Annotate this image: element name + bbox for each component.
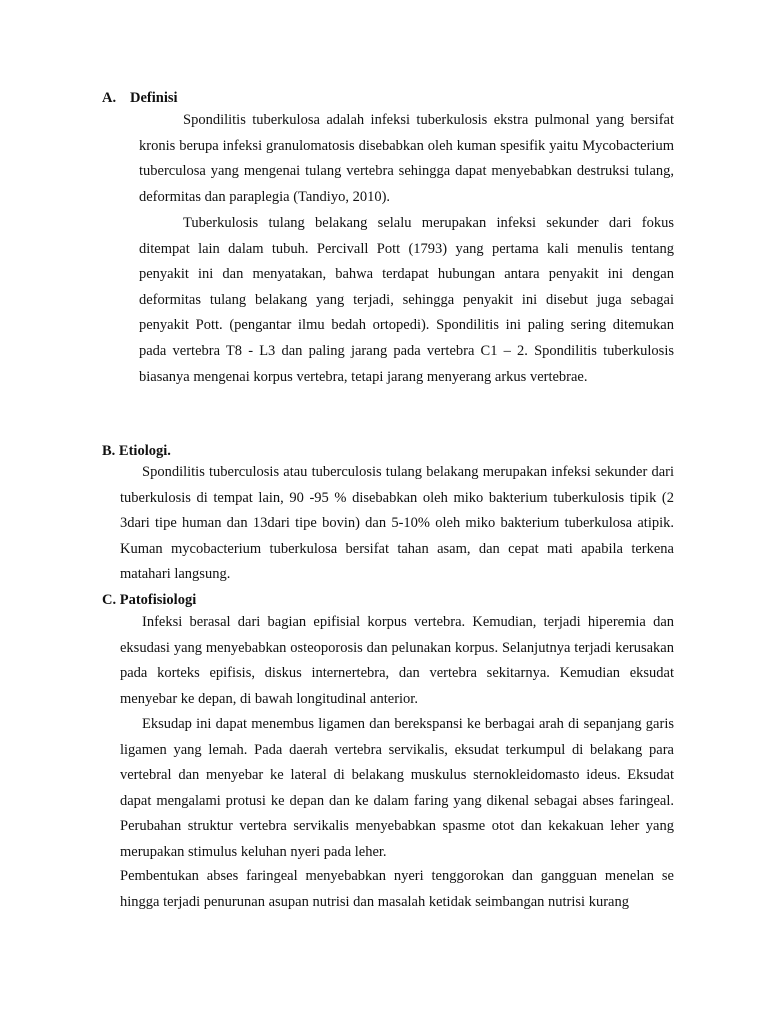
section-a-paragraph-1: Spondilitis tuberkulosa adalah infeksi tuberkulosis ekstra pulmonal yang bersifat kronis berupa infeksi granulomatosis disebabkan oleh kuman spesifik yaitu Mycobacterium tuberculosa yang mengenai tulang vertebra sehingga dapat menyebabkan destruksi tulang, deformitas dan paraplegia (Tandiyo, 2010). [139,112,674,205]
section-b-heading: B. Etiologi. [102,443,171,459]
section-b-paragraph-1: Spondilitis tuberculosis atau tuberculosis tulang belakang merupakan infeksi sekunder dari tuberkulosis di tempat lain, 90 -95 % disebabkan oleh miko bakterium tuberkulosis tipik (2 3dari tipe human dan 13dari tipe bovin) dan 5-10% oleh miko bakterium tuberkulosa atipik. Kuman mycobacterium tuberkulosa bersifat tahan asam, dan cepat mati apabila terkena matahari langsung. [120,464,674,583]
section-a-heading [102,88,178,108]
section-a-paragraph-2: Tuberkulosis tulang belakang selalu merupakan infeksi sekunder dari fokus ditempat lain dalam tubuh. Percivall Pott (1793) yang pertama kali menulis tentang penyakit ini dan menyatakan, bahwa terdapat hubungan antara penyakit ini dengan deformitas tulang belakang yang terjadi, sehingga penyakit ini disebut juga sebagai penyakit Pott. (pengantar ilmu bedah ortopedi). Spondilitis ini paling sering ditemukan pada vertebra T8 - L3 dan paling jarang pada vertebra C1 – 2. Spondilitis tuberkulosis biasanya mengenai korpus vertebra, tetapi jarang menyerang arkus vertebrae. [139,215,674,385]
section-c-paragraph-1: Infeksi berasal dari bagian epifisial korpus vertebra. Kemudian, terjadi hiperemia dan eksudasi yang menyebabkan osteoporosis dan pelunakan korpus. Selanjutnya terjadi kerusakan pada korteks epifisis, diskus internertebra, dan vertebra sekitarnya. Kemudian eksudat menyebar ke depan, di bawah longitudinal anterior. [120,614,674,707]
section-c-heading: C. Patofisiologi [102,592,197,608]
section-c-paragraph-2: Eksudap ini dapat menembus ligamen dan berekspansi ke berbagai arah di sepanjang garis ligamen yang lemah. Pada daerah vertebra servikalis, eksudat terkumpul di belakang para vertebral dan menyebar ke lateral di belakang muskulus sternokleidomasto ideus. Eksudat dapat mengalami protusi ke depan dan ke dalam faring yang dikenal sebagai abses faringeal. Perubahan struktur vertebra servikalis menyebabkan spasme otot dan kekakuan leher yang merupakan stimulus keluhan nyeri pada leher. [120,716,674,860]
section-a-number: A. [102,90,117,106]
section-a-title: Definisi [130,90,178,106]
section-c-paragraph-3: Pembentukan abses faringeal menyebabkan nyeri tenggorokan dan gangguan menelan se hingga terjadi penurunan asupan nutrisi dan masalah ketidak seimbangan nutrisi kurang [120,868,674,910]
